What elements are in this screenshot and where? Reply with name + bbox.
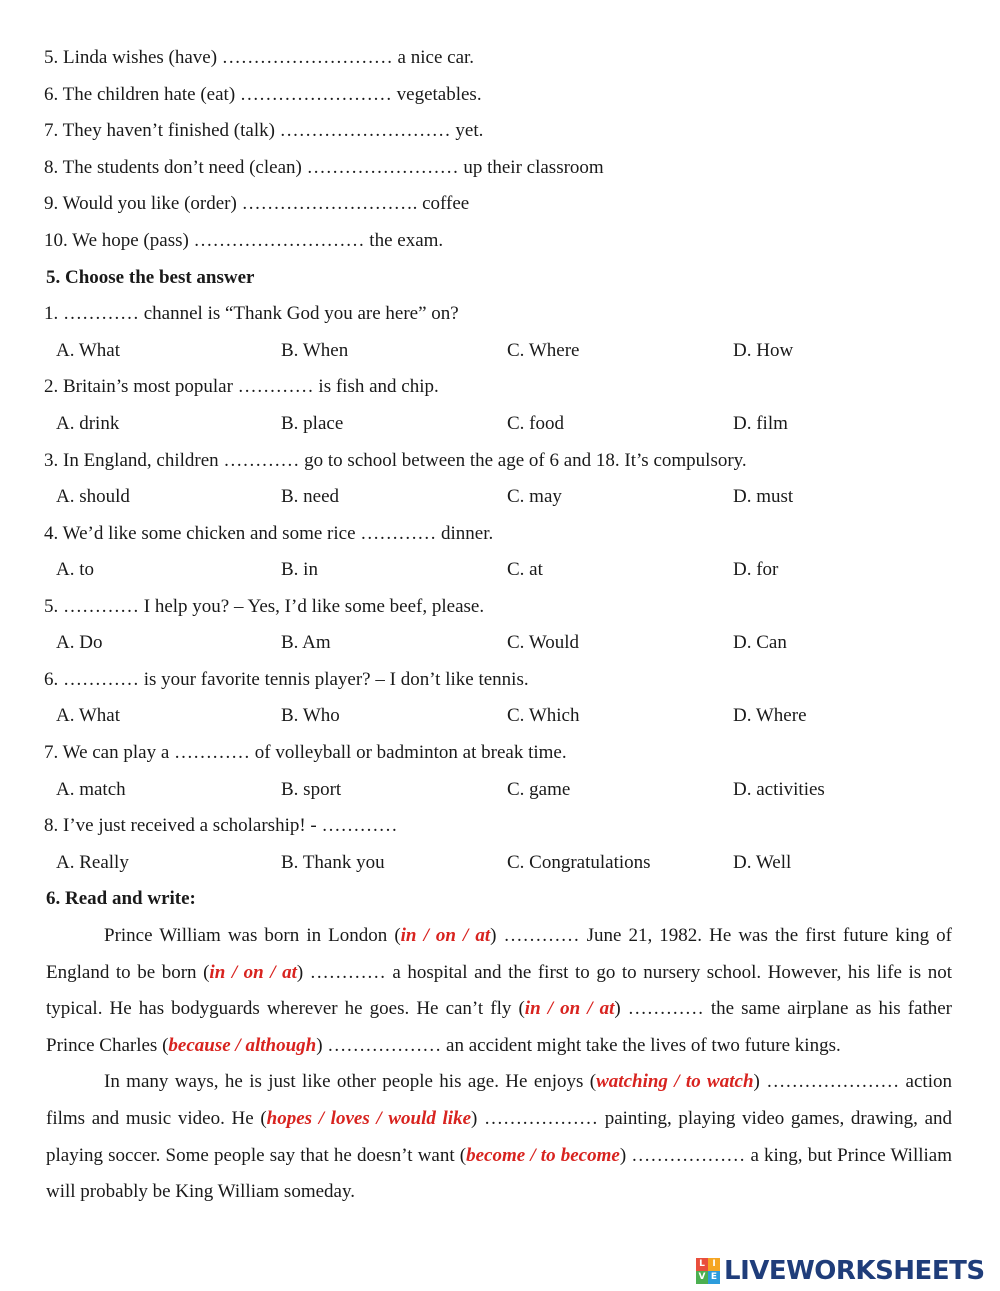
option-a[interactable]: A. Do: [56, 632, 103, 653]
option-d[interactable]: D. film: [733, 413, 788, 434]
logo-mark-cell: L: [696, 1258, 708, 1271]
option-d[interactable]: D. for: [733, 559, 779, 580]
logo-mark-cell: V: [696, 1271, 708, 1284]
option-d[interactable]: D. Where: [733, 705, 807, 726]
passage-text: ) ………… a hospital and the first to go to nursery school. However, his life is not typical. He has bodyguards wherever he goes. He can’t fly (: [46, 961, 953, 1020]
reading-passage: [46, 918, 952, 1211]
choice-prepositions[interactable]: in / on / at: [524, 998, 615, 1020]
option-c[interactable]: C. food: [507, 413, 564, 434]
liveworksheets-logo: [696, 1254, 985, 1288]
option-c[interactable]: C. Where: [507, 340, 580, 361]
option-c[interactable]: C. game: [507, 779, 571, 800]
passage-text: In many ways, he is just like other people his age. He enjoys (: [104, 1071, 597, 1093]
option-b[interactable]: B. Am: [281, 632, 331, 653]
question-3: 3. In England, children ………… go to school between the age of 6 and 18. It’s compulsory.: [44, 450, 747, 471]
question-5-options: [0, 631, 1000, 655]
passage-text: ) ……………… an accident might take the lives of two future kings.: [316, 1034, 841, 1056]
option-d[interactable]: D. must: [733, 486, 794, 507]
option-b[interactable]: B. When: [281, 340, 349, 361]
option-d[interactable]: D. Can: [733, 632, 787, 653]
option-a[interactable]: A. match: [56, 779, 126, 800]
option-d[interactable]: D. Well: [733, 852, 792, 873]
logo-text: LIVEWORKSHEETS: [724, 1256, 985, 1286]
question-3-options: [0, 485, 1000, 509]
exercise4-item-10: 10. We hope (pass) ……………………… the exam.: [44, 230, 444, 251]
passage-text: ) ……………… a king, but Prince William will probably be King William someday.: [46, 1144, 952, 1203]
option-a[interactable]: A. to: [56, 559, 94, 580]
choice-prepositions[interactable]: in / on / at: [400, 925, 491, 946]
option-b[interactable]: B. place: [281, 413, 344, 434]
passage-paragraph-1: [46, 918, 952, 1064]
liveworksheets-logo-mark: [696, 1258, 720, 1284]
question-7-options: [0, 778, 1000, 802]
option-a[interactable]: A. Really: [56, 852, 129, 873]
section5-heading: 5. Choose the best answer: [46, 267, 255, 288]
passage-text: ) ………… June 21, 1982. He was the first future king of England to be born (: [46, 925, 952, 983]
question-4: 4. We’d like some chicken and some rice ………… dinner.: [44, 523, 494, 544]
option-d[interactable]: D. activities: [733, 779, 825, 800]
section6-heading: 6. Read and write:: [46, 888, 196, 909]
option-a[interactable]: A. should: [56, 486, 130, 507]
choice-verb-forms[interactable]: become / to become: [466, 1144, 620, 1166]
question-5: 5. ………… I help you? – Yes, I’d like some beef, please.: [44, 596, 485, 617]
question-6-options: [0, 704, 1000, 728]
question-2: 2. Britain’s most popular ………… is fish and chip.: [44, 376, 439, 397]
exercise4-item-7: 7. They haven’t finished (talk) ……………………… yet.: [44, 120, 484, 141]
option-c[interactable]: C. Would: [507, 632, 580, 653]
option-c[interactable]: C. at: [507, 559, 543, 580]
choice-verbs[interactable]: hopes / loves / would like: [266, 1107, 472, 1129]
option-a[interactable]: A. What: [56, 340, 121, 361]
question-1: 1. ………… channel is “Thank God you are here” on?: [44, 303, 459, 324]
option-b[interactable]: B. Who: [281, 705, 340, 726]
question-6: 6. ………… is your favorite tennis player? – I don’t like tennis.: [44, 669, 529, 690]
passage-paragraph-2: [46, 1064, 952, 1210]
option-a[interactable]: A. What: [56, 705, 121, 726]
option-b[interactable]: B. need: [281, 486, 340, 507]
question-1-options: [0, 339, 1000, 363]
option-c[interactable]: C. Which: [507, 705, 580, 726]
option-b[interactable]: B. sport: [281, 779, 342, 800]
question-7: 7. We can play a ………… of volleyball or badminton at break time.: [44, 742, 567, 763]
question-2-options: [0, 412, 1000, 436]
exercise4-item-9: 9. Would you like (order) ………………………. coffee: [44, 193, 470, 214]
choice-verb-forms[interactable]: watching / to watch: [596, 1071, 754, 1093]
question-4-options: [0, 558, 1000, 582]
choice-conjunctions[interactable]: because / although: [168, 1034, 317, 1056]
option-b[interactable]: B. in: [281, 559, 318, 580]
option-c[interactable]: C. may: [507, 486, 562, 507]
passage-text: ) ………………… action films and music video. He (: [46, 1071, 952, 1129]
option-c[interactable]: C. Congratulations: [507, 852, 651, 873]
passage-text: Prince William was born in London (: [104, 925, 401, 946]
option-a[interactable]: A. drink: [56, 413, 120, 434]
option-b[interactable]: B. Thank you: [281, 852, 385, 873]
question-8-options: [0, 851, 1000, 875]
passage-text: ) ………… the same airplane as his father Prince Charles (: [46, 998, 952, 1056]
exercise4-item-8: 8. The students don’t need (clean) …………………… up their classroom: [44, 157, 604, 178]
logo-mark-cell: E: [708, 1271, 720, 1284]
choice-prepositions[interactable]: in / on / at: [209, 961, 297, 983]
passage-text: ) ……………… painting, playing video games, drawing, and playing soccer. Some people say that he doesn’t want (: [46, 1107, 952, 1166]
exercise4-item-6: 6. The children hate (eat) …………………… vegetables.: [44, 84, 482, 105]
option-d[interactable]: D. How: [733, 340, 794, 361]
exercise4-item-5: 5. Linda wishes (have) ……………………… a nice car.: [44, 47, 475, 68]
question-8: 8. I’ve just received a scholarship! - …………: [44, 815, 398, 836]
logo-mark-cell: I: [708, 1258, 720, 1271]
